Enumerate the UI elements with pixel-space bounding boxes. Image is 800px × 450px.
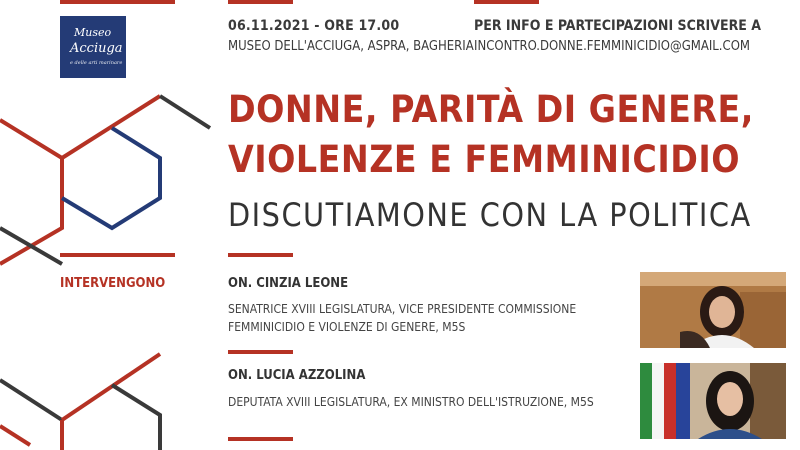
speaker-name: ON. LUCIA AZZOLINA bbox=[228, 368, 366, 383]
title-line1: DONNE, PARITÀ DI GENERE, bbox=[228, 88, 754, 131]
logo-text-line3: e delle arti marinare bbox=[70, 60, 123, 66]
speakers-label: INTERVENGONO bbox=[60, 276, 166, 291]
speaker-role-line1: DEPUTATA XVIII LEGISLATURA, EX MINISTRO DELL'ISTRUZIONE, M5S bbox=[228, 395, 594, 409]
subtitle: DISCUTIAMONE CON LA POLITICA bbox=[228, 196, 752, 234]
speaker-name: ON. CINZIA LEONE bbox=[228, 276, 349, 291]
section-divider bbox=[60, 253, 175, 257]
top-accent-bar bbox=[474, 0, 539, 4]
top-accent-bar bbox=[60, 0, 175, 4]
logo-text-line2: Acciuga bbox=[70, 41, 123, 56]
event-venue: MUSEO DELL'ACCIUGA, ASPRA, BAGHERIA bbox=[228, 39, 474, 54]
speaker-divider bbox=[228, 350, 293, 354]
section-divider bbox=[228, 253, 293, 257]
speaker-photo bbox=[640, 272, 786, 348]
title-line2: VIOLENZE E FEMMINICIDIO bbox=[228, 138, 741, 181]
speaker-role-line1: SENATRICE XVIII LEGISLATURA, VICE PRESIDENTE COMMISSIONE bbox=[228, 302, 577, 316]
speaker-role-line2: FEMMINICIDIO E VIOLENZE DI GENERE, M5S bbox=[228, 320, 466, 334]
speaker-photo bbox=[640, 363, 786, 439]
speaker-divider bbox=[228, 437, 293, 441]
contact-email[interactable]: INCONTRO.DONNE.FEMMINICIDIO@GMAIL.COM bbox=[474, 39, 750, 54]
event-date: 06.11.2021 - ORE 17.00 bbox=[228, 18, 400, 34]
top-accent-bar bbox=[228, 0, 293, 4]
info-heading: PER INFO E PARTECIPAZIONI SCRIVERE A bbox=[474, 18, 762, 34]
museum-logo bbox=[60, 16, 126, 78]
logo-text-line1: Museo bbox=[74, 26, 112, 39]
